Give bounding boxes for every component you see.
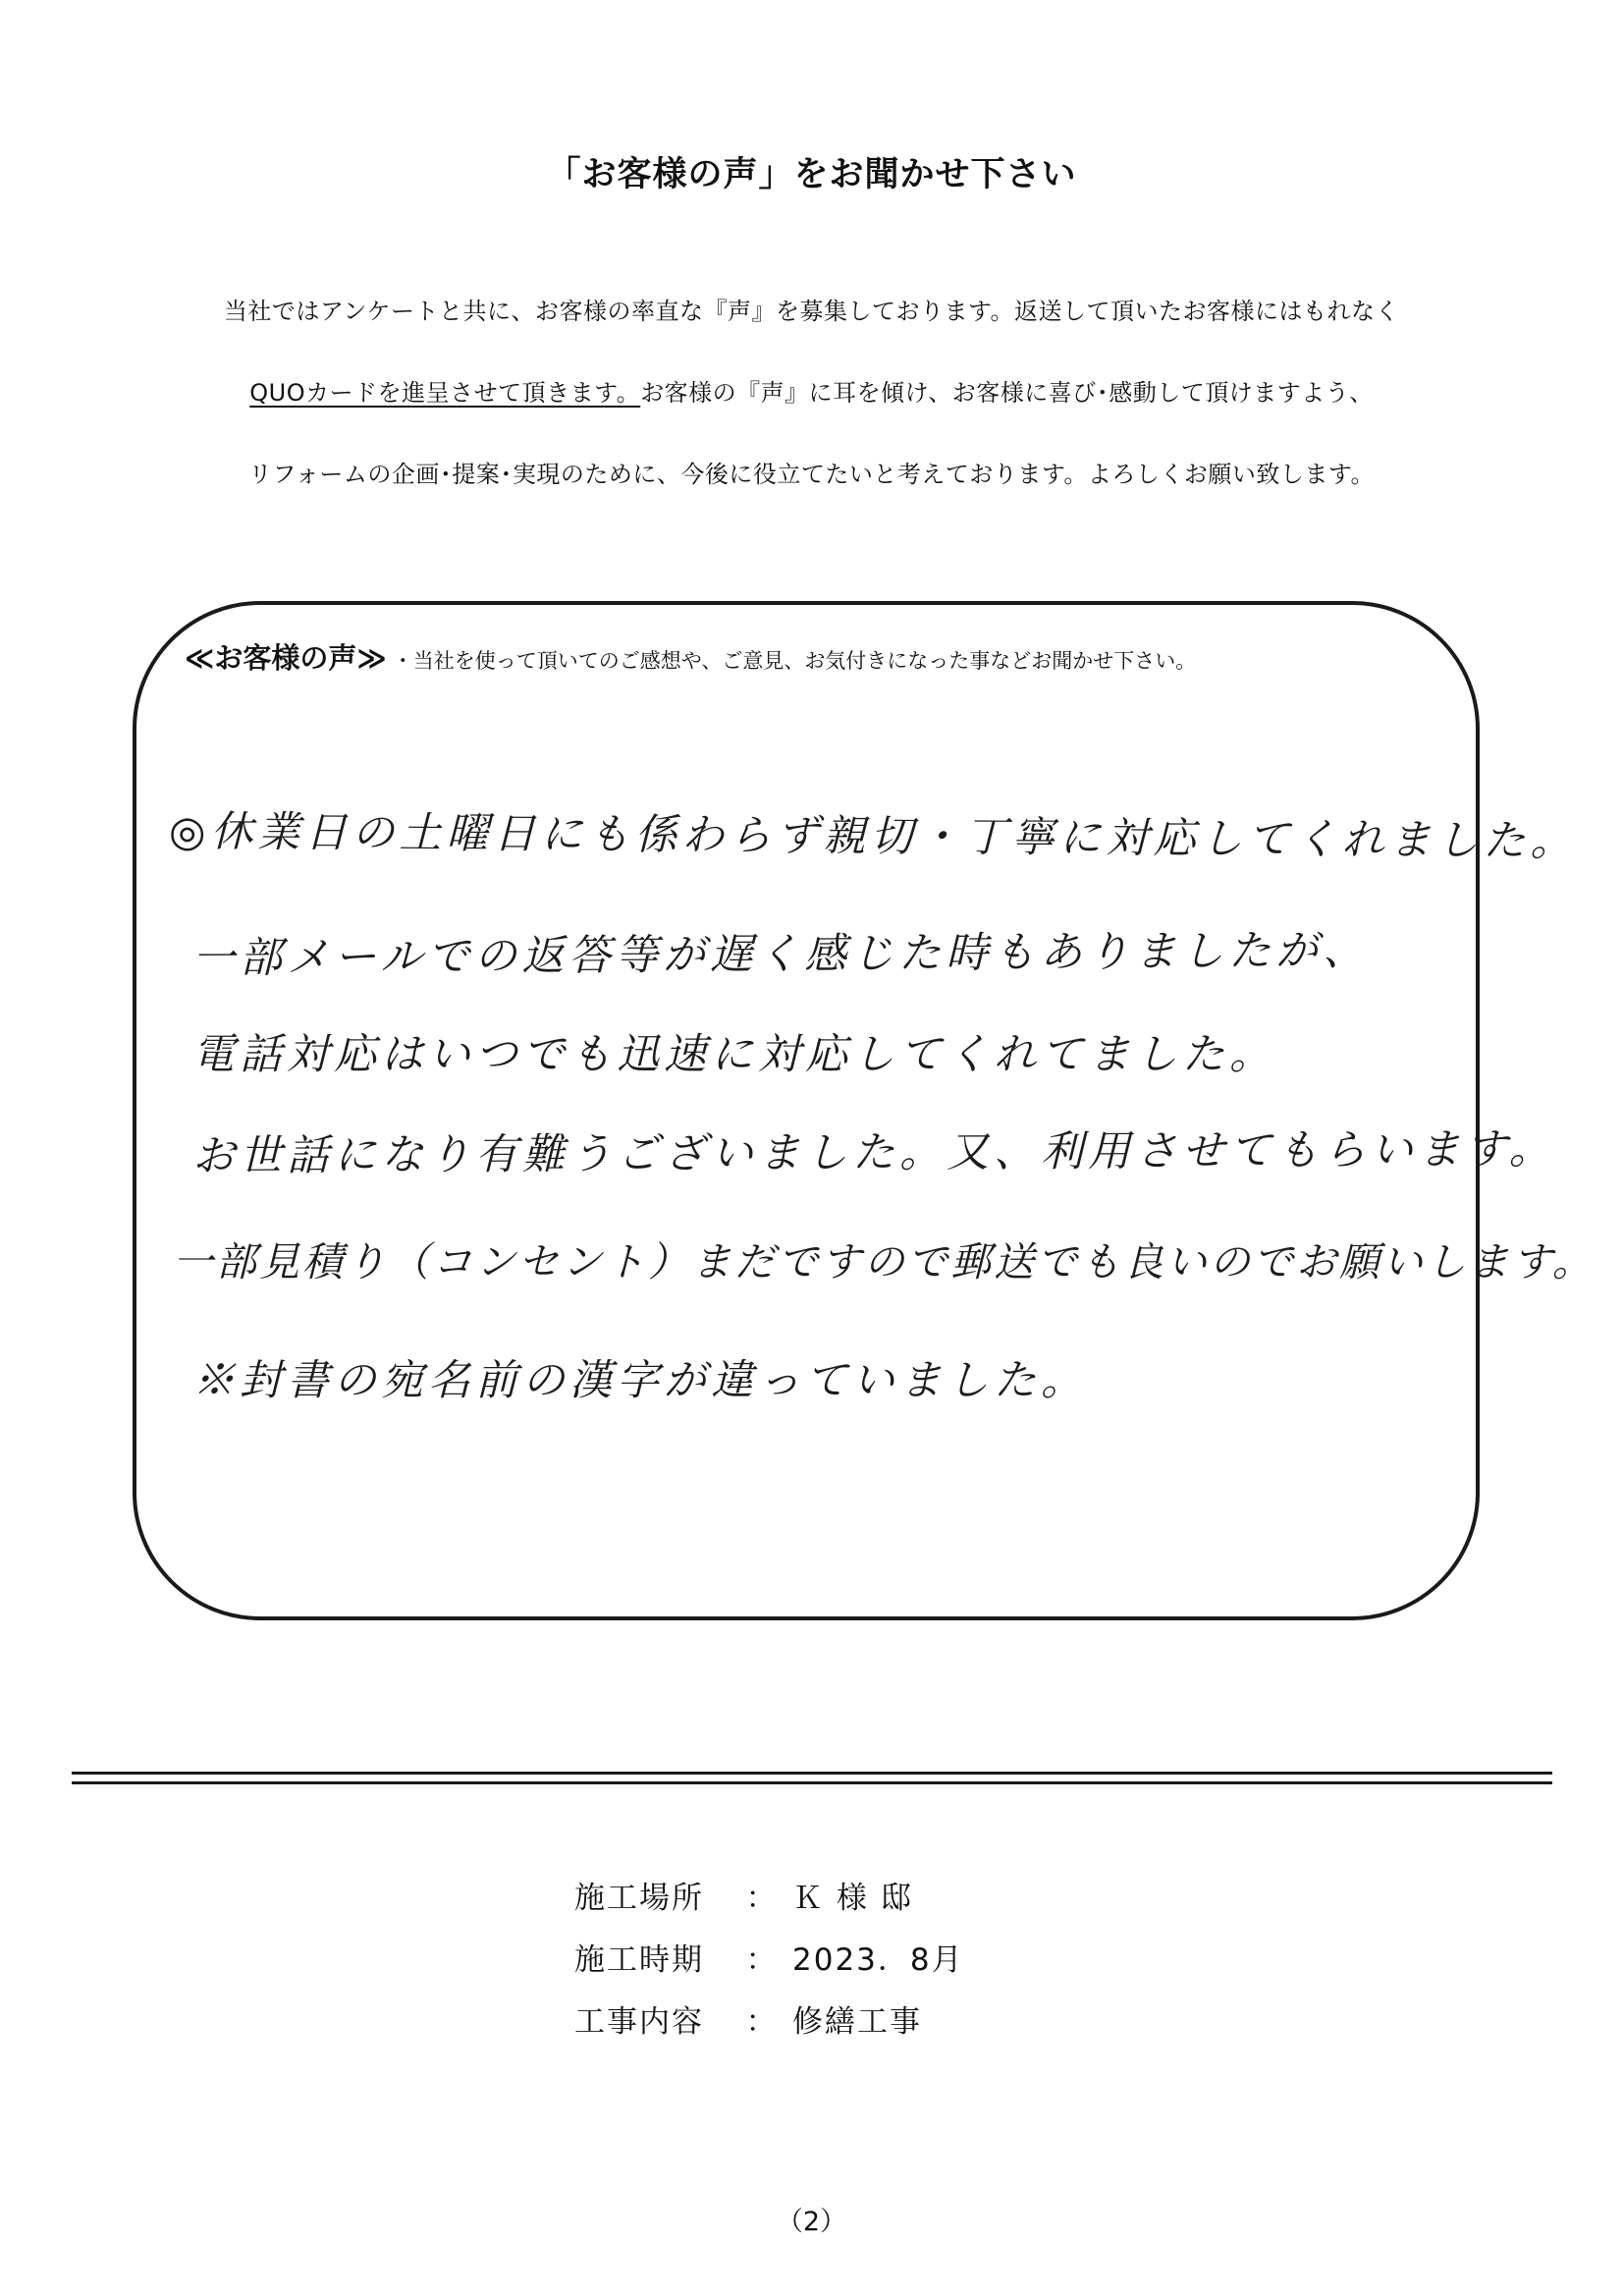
divider-line xyxy=(72,1781,1552,1784)
handwritten-line: 電話対応はいつでも迅速に対応してくれてました。 xyxy=(192,1030,1276,1079)
page-title: 「お客様の声」をお聞かせ下さい xyxy=(546,155,1077,194)
info-row-work-type xyxy=(574,1996,922,2041)
info-separator: ： xyxy=(745,1881,779,1916)
customer-voice-box xyxy=(133,601,1480,1620)
info-row-period xyxy=(574,1935,964,1979)
info-label: 施工時期 xyxy=(574,1942,704,1978)
voice-box-header xyxy=(185,636,1196,677)
intro-line-1: 当社ではアンケートと共に、お客様の率直な『声』を募集しております。返送して頂いたお客様にはもれなく xyxy=(223,298,1400,325)
handwritten-line: 一部メールでの返答等が遅く感じた時もありましたが、 xyxy=(191,925,1371,984)
handwritten-line: お世話になり有難うございました。又、利用させてもらいます。 xyxy=(191,1124,1556,1181)
handwritten-line: ※封書の宛名前の漢字が違っていました。 xyxy=(192,1356,1088,1405)
handwritten-line: 一部見積り（コンセント）まだですので郵送でも良いのでお願いします。 xyxy=(173,1238,1596,1285)
info-value: 2023．8月 xyxy=(792,1942,964,1978)
voice-box-prompt: ・当社を使って頂いてのご感想や、ご意見、お気付きになった事などお聞かせ下さい。 xyxy=(392,649,1197,673)
quo-card-notice: QUOカードを進呈させて頂きます。 xyxy=(249,379,641,407)
voice-box-title: ≪お客様の声≫ xyxy=(185,641,387,675)
intro-line-3: リフォームの企画･提案･実現のために、今後に役立てたいと考えております。よろしくお願い致します。 xyxy=(248,461,1375,488)
info-separator: ： xyxy=(745,1942,779,1978)
info-value: 修繕工事 xyxy=(792,2004,922,2040)
info-value: Ｋ 様 邸 xyxy=(792,1881,913,1916)
page-number: （2） xyxy=(776,2207,847,2237)
info-separator: ： xyxy=(745,2004,779,2040)
info-row-location xyxy=(574,1873,913,1917)
info-label: 施工場所 xyxy=(574,1881,704,1916)
intro-line-2 xyxy=(0,375,1623,410)
handwritten-line: ◎休業日の土曜日にも係わらず親切・丁寧に対応してくれました。 xyxy=(168,806,1578,867)
divider-line xyxy=(72,1772,1552,1775)
info-label: 工事内容 xyxy=(574,2004,704,2040)
intro-line-2-rest: お客様の『声』に耳を傾け、お客様に喜び･感動して頂けますよう、 xyxy=(640,379,1374,407)
